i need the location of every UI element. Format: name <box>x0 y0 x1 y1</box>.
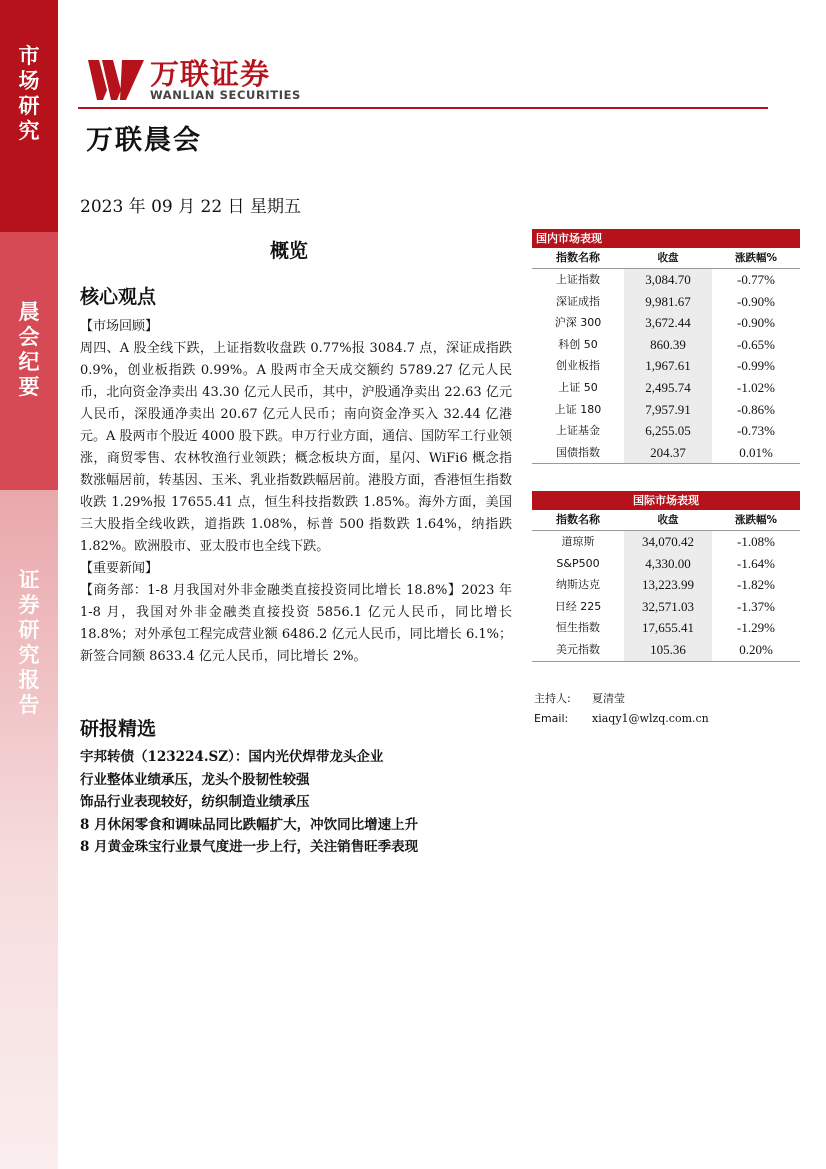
report-link[interactable]: 饰品行业表现较好，纺织制造业绩承压 <box>80 794 310 810</box>
report-link[interactable]: 行业整体业绩承压，龙头个股韧性较强 <box>80 771 310 788</box>
page-title: 万联晨会 <box>86 125 202 156</box>
table-row: 日经 225 32,571.03 -1.37% <box>532 596 800 618</box>
table-row: 上证 180 7,957.91 -0.86% <box>532 399 800 421</box>
domestic-table-header: 指数名称 收盘 涨跌幅% <box>532 248 800 269</box>
side-label-research-report: 证 券 研 究 报 告 <box>18 568 40 717</box>
table-row: 科创 50 860.39 -0.65% <box>532 334 800 356</box>
email-label: Email: <box>534 712 569 725</box>
table-row: 上证 50 2,495.74 -1.02% <box>532 377 800 399</box>
important-news-text: 【商务部：1-8 月我国对外非金融类直接投资同比增长 18.8%】2023 年 1-8 月，我国对外非金融类直接投资 5856.1 亿元人民币，同比增长 18.8%；对外承包工程完成营业额 6486.2 亿元人民币，同比增长 6.1%；新签合同额 8633.4 亿元人民币，同比增长 2%。 <box>80 583 512 664</box>
important-news-tag: 【重要新闻】 <box>80 561 159 576</box>
report-date: 2023 年 09 月 22 日 星期五 <box>80 197 301 217</box>
table-row: 道琼斯 34,070.42 -1.08% <box>532 531 800 553</box>
domestic-table-title: 国内市场表现 <box>532 229 800 248</box>
core-views-body <box>80 316 512 668</box>
side-label-market-research: 市 场 研 究 <box>18 44 40 143</box>
table-row: S&P500 4,330.00 -1.64% <box>532 553 800 575</box>
market-review-tag: 【市场回顾】 <box>80 319 159 334</box>
core-views-heading: 核心观点 <box>80 286 157 308</box>
table-row: 沪深 300 3,672.44 -0.90% <box>532 312 800 334</box>
domestic-market-table <box>532 229 800 464</box>
logo-chinese-name: 万联证券 <box>150 57 271 91</box>
wanlian-logo-icon <box>86 56 146 104</box>
email-link[interactable]: xiaqy1@wlzq.com.cn <box>592 712 709 725</box>
table-row: 纳斯达克 13,223.99 -1.82% <box>532 574 800 596</box>
report-link[interactable]: 8 月黄金珠宝行业景气度进一步上行，关注销售旺季表现 <box>80 839 419 855</box>
report-link[interactable]: 宇邦转债（123224.SZ）：国内光伏焊带龙头企业 <box>80 749 384 765</box>
report-link[interactable]: 8 月休闲零食和调味品同比跌幅扩大，冲饮同比增速上升 <box>80 816 419 833</box>
table-row: 深证成指 9,981.67 -0.90% <box>532 291 800 313</box>
overview-heading: 概览 <box>270 240 309 262</box>
market-review-text: 周四、A 股全线下跌，上证指数收盘跌 0.77%报 3084.7 点，深证成指跌 0.9%，创业板指跌 0.99%。A 股两市全天成交额约 5789.27 亿元人民币，北向资金净卖出 43.30 亿元人民币，其中，沪股通净卖出 22.63 亿元人民币，深股通净卖出 20.67 亿元人民币；南向资金净买入 32.44 亿港元。A 股两市个股近 4000 股下跌。申万行业方面，通信、国防军工行业领涨，商贸零售、农林牧渔行业领跌；概念板块方面，星闪、WiFi6 概念指数涨幅居前，转基因、玉米、乳业指数跌幅居前。港股方面，香港恒生指数收跌 1.29%报 17655.41 点，恒生科技指数跌 1.85%。海外方面，美国三大股指全线收跌，道指跌 1.08%，标普 500 指数跌 1.64%，纳指跌 1.82%。欧洲股市、亚太股市也全线下跌。 <box>80 341 512 554</box>
logo-english-name: WANLIAN SECURITIES <box>150 88 301 102</box>
header-divider <box>78 107 768 109</box>
selected-reports-list <box>80 746 418 859</box>
table-row: 国债指数 204.37 0.01% <box>532 442 800 464</box>
domestic-table-bottom-rule <box>532 463 800 464</box>
international-table-title: 国际市场表现 <box>532 491 800 510</box>
side-band <box>0 0 58 1169</box>
email-line <box>534 712 709 725</box>
table-row: 美元指数 105.36 0.20% <box>532 639 800 661</box>
table-row: 上证基金 6,255.05 -0.73% <box>532 420 800 442</box>
international-table-header: 指数名称 收盘 涨跌幅% <box>532 510 800 531</box>
host-label: 主持人: <box>534 692 571 705</box>
international-table-bottom-rule <box>532 661 800 662</box>
side-label-morning-notes: 晨 会 纪 要 <box>18 300 40 399</box>
host-name: 夏清莹 <box>592 692 625 705</box>
selected-reports-heading: 研报精选 <box>80 718 157 740</box>
table-row: 创业板指 1,967.61 -0.99% <box>532 355 800 377</box>
international-market-table <box>532 491 800 662</box>
host-line <box>534 690 625 706</box>
table-row: 上证指数 3,084.70 -0.77% <box>532 269 800 291</box>
table-row: 恒生指数 17,655.41 -1.29% <box>532 617 800 639</box>
